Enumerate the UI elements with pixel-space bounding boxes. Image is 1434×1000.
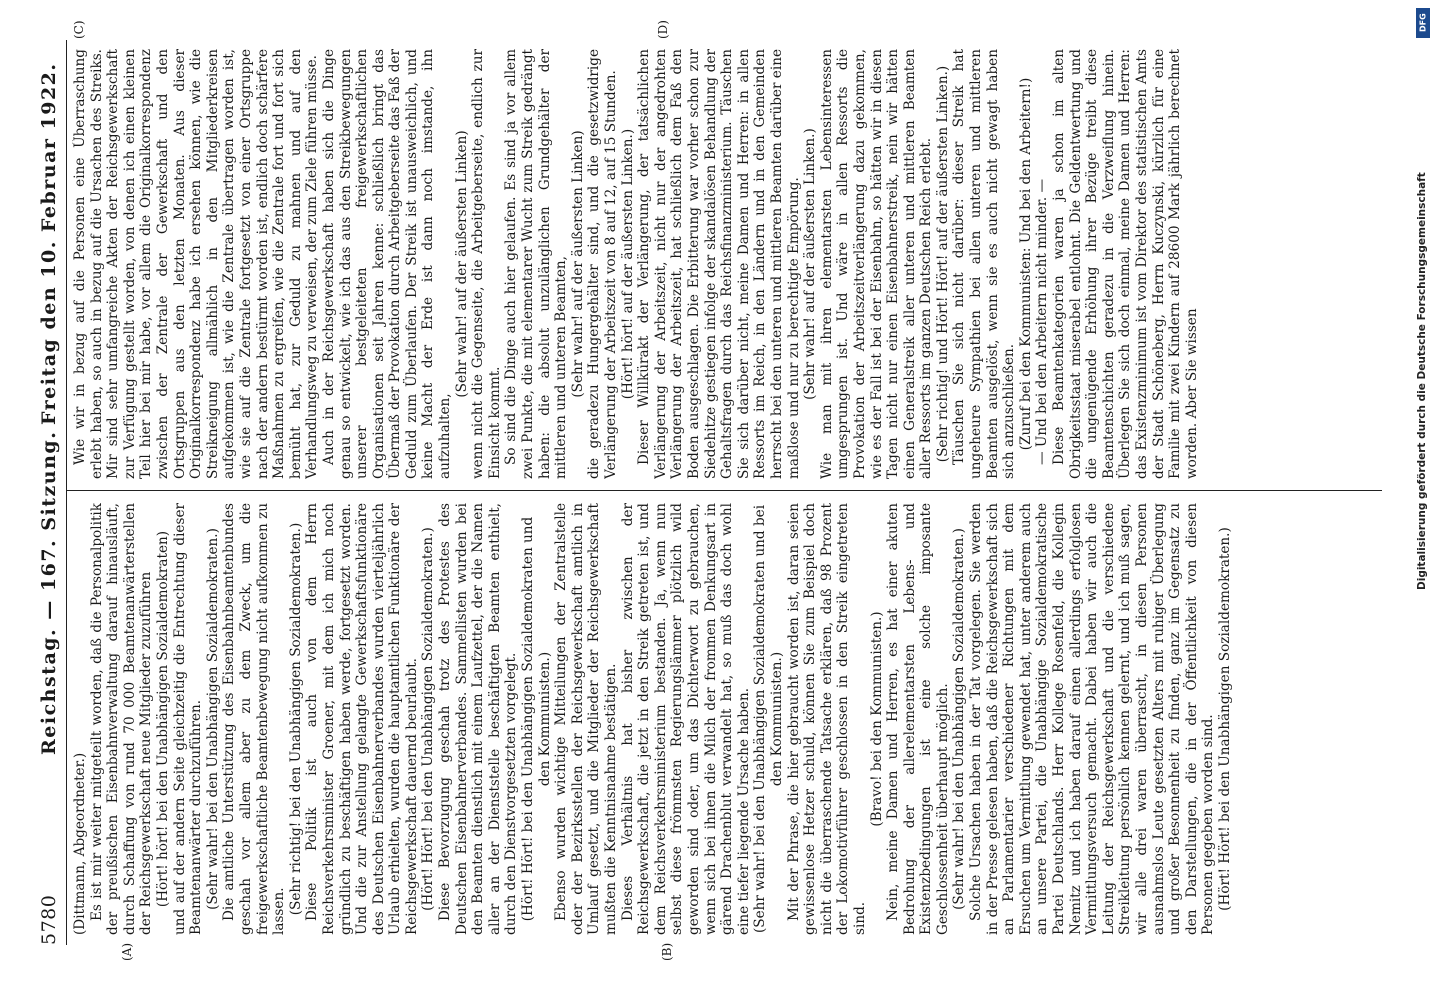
paragraph: Diese Beamtenkategorien waren ja schon im alten Obrigkeitsstaat miserabel entlohnt. Die Geldentwertung und die ungenügende Erhöhung ihrer Bezüge treibt diese Beamtenschichten geradezu in die Verzweiflung hinein. Überlegen Sie sich doch einmal, meine Damen und Herren: das Existenzminimum ist vom Direktor des statistischen Amts der Stadt Schöneberg, Herrn Kuczynski, kürzlich für eine Familie mit zwei Kindern auf 28600 Mark jährlich berechnet worden. Aber Sie wissen bbox=[1051, 49, 1200, 479]
margin-marker-d: (D) bbox=[656, 20, 670, 39]
interjection: (Hört! Hört! bei den Unabhängigen Sozialdemokraten.) bbox=[420, 527, 437, 911]
interjection: (Sehr wahr! auf der äußersten Linken) bbox=[569, 130, 586, 398]
interjection: (Sehr wahr! bei den Unabhängigen Sozialdemokraten.) bbox=[951, 528, 968, 910]
interjection: (Sehr richtig! und Hört! Hört! auf der äußersten Linken.) bbox=[934, 65, 951, 463]
paragraph: Ebenso wurden wichtige Mitteilungen der Zentralstelle oder der Bezirksstellen der Reichsgewerkschaft amtlich in Umlauf gesetzt, und die Mitglieder der Reichsgewerkschaft mußten die Kenntnisnahme bestätigen. bbox=[553, 503, 619, 935]
rotated-newspaper-page bbox=[20, 10, 1400, 975]
paragraph: Auch in der Reichsgewerkschaft haben sich die Dinge genau so entwickelt, wie ich das aus den Streikbewegungen unserer bestgeleiteten freigewerkschaftlichen Organisationen seit Jahren kenne: schließlich bringt das Übermaß der Provokation durch Arbeitgeberseite das Faß der Geduld zum Überlaufen. Der Streik ist unausweichlich, und keine Macht der Erde ist dann noch imstande, ihn aufzuhalten, bbox=[320, 49, 454, 479]
paragraph: Nein, meine Damen und Herren, es hat einer akuten Bedrohung der allerelementarsten Lebens- und Existenzbedingungen ist eine solche imposante Geschlossenheit überhaupt möglich. bbox=[885, 503, 951, 935]
paragraph: Täuschen Sie sich nicht darüber: dieser Streik hat ungeheure Sympathien bei allen unteren und mittleren Beamten ausgelöst, wenn sie es auch nicht gewagt haben sich anzuschließen. bbox=[951, 49, 1018, 479]
digitization-credit bbox=[1414, 0, 1434, 1000]
paragraph: die geradezu Hungergehälter sind, und die gesetzwidrige Verlängerung der Arbeitszeit von 8 auf 12, auf 15 Stunden. bbox=[586, 49, 619, 479]
credit-text: Digitalisierung gefördert durch die Deutsche Forschungsgemeinschaft bbox=[1416, 172, 1428, 590]
interjection: (Sehr wahr! bei den Unabhängigen Sozialdemokraten.) bbox=[204, 528, 221, 910]
paragraph: So sind die Dinge auch hier gelaufen. Es sind ja vor allem zwei Punkte, die mit elementarer Wucht zum Streik gedrängt haben: die absolut unzulänglichen Grundgehälter der mittleren und unteren Beamten, bbox=[503, 49, 570, 479]
paragraph: (Dittmann, Abgeordneter.) bbox=[72, 752, 88, 935]
page-header bbox=[32, 40, 66, 945]
header-date-title: Freitag den 10. Februar 1922. bbox=[38, 62, 60, 425]
interjection: (Hört! Hört! bei den Unabhängigen Sozialdemokraten und den Kommunisten.) bbox=[520, 516, 553, 922]
text-column-right bbox=[72, 49, 1386, 479]
paragraph: Solche Ursachen haben in der Tat vorgelegen. Sie werden in der Presse gelesen haben, daß die Reichsgewerkschaft sich an Parlamentarier verschiedener Richtungen mit dem Ersuchen um Vermittlung gewendet hat, unter anderem auch an unsere Partei, die Unabhängige Sozialdemokratische Partei Deutschlands. Herr Kollege Rosenfeld, die Kollegin Nemitz und ich haben darauf einen allerdings erfolglosen Vermittlungsversuch gemacht. Dabei haben wir auch die Leitung der Reichsgewerkschaft und die verschiedene Streikleitung persönlich kennen gelernt, und ich muß sagen, wir alle drei waren überrascht, in diesen Personen ausnahmslos Leute gesetzten Alters mit ruhiger Überlegung und großer Besonnenheit zu finden, ganz im Gegensatz zu den Darstellungen, die in der Öffentlichkeit von diesen Personen gegeben worden sind. bbox=[968, 503, 1217, 935]
paragraph: Es ist mir weiter mitgeteilt worden, daß die Personalpolitik der preußischen Eisenbahnverwaltung darauf hinausläuft, durch Schaffung von rund 70 000 Beamtenanwärterstellen der Reichsgewerkschaft neue Mitglieder zuzuführen bbox=[88, 503, 155, 935]
paragraph: Diese Politik ist auch von dem Herrn Reichsverkehrsminister Groener, mit dem ich mich noch gründlich zu beschäftigen haben werde, fortgesetzt worden. Und die zur Anstellung gelangte Gewerkschaftsfunktionäre des Deutschen Eisenbahnerverbandes wurden vierteljährlich Urlaub erhielten, wurden die hauptamtlichen Funktionäre der Reichsgewerkschaft dauernd beurlaubt. bbox=[304, 503, 420, 935]
interjection: (Hört! hört! auf der äußersten Linken.) bbox=[619, 128, 636, 400]
paragraph: wenn nicht die Gegenseite, die Arbeitgeberseite, endlich zur Einsicht kommt. bbox=[470, 49, 503, 479]
page-number: 5780 bbox=[38, 894, 60, 945]
scanned-page bbox=[20, 10, 1400, 975]
interjection: (Hört! Hört! bei den Unabhängigen Sozialdemokraten.) bbox=[1216, 527, 1233, 911]
interjection: (Zuruf bei den Kommunisten: Und bei den Arbeitern!) bbox=[1017, 77, 1034, 451]
margin-marker-a: (A) bbox=[120, 942, 134, 961]
margin-marker-c: (C) bbox=[72, 20, 86, 39]
paragraph: Diese Bevorzugung geschah trotz des Protestes des Deutschen Eisenbahnerverbandes. Sammellisten wurden bei den Beamten dienstlich mit einem Laufzettel, der die Namen aller an der Dienststelle beschäftigten Beamten enthielt, durch den Dienstvorgesetzten vorgelegt. bbox=[437, 503, 520, 935]
interjection: (Sehr wahr! bei den Unabhängigen Sozialdemokraten und bei den Kommunisten.) bbox=[752, 504, 785, 934]
paragraph: Die amtliche Unterstützung des Eisenbahnbeamtenbundes geschah vor allem aber zu dem Zweck, um die freigewerkschaftliche Beamtenbewegung nicht aufkommen zu lassen. bbox=[221, 503, 288, 935]
paragraph: Wie wir in bezug auf die Personen eine Überraschung erlebt haben, so auch in bezug auf die Ursachen des Streiks. Mir sind sehr umfangreiche Akten der Reichsgewerkschaft zur Verfügung gestellt worden, von denen ich einen kleinen Teil hier bei mir habe, vor allem die Originalkorrespondenz zwischen der Zentrale der Gewerkschaft und den Ortsgruppen aus den letzten Monaten. Aus dieser Originalkorrespondenz habe ich ersehen können, wie die Streikneigung allmählich in den Mitgliederkreisen aufgekommen ist, wie die Zentrale übertragen worden ist, wie sie auf die Zentrale fortgesetzt von einer Ortsgruppe nach der andern bestürmt worden ist, endlich doch schärfere Maßnahmen zu ergreifen, wie die Zentrale fort und fort sich bemüht hat, zur Geduld zu mahnen und auf den Verhandlungsweg zu verweisen, der zum Ziele führen müsse. bbox=[72, 49, 321, 479]
dfg-logo: DFG bbox=[1416, 8, 1430, 38]
interjection: (Bravo! bei den Kommunisten.) bbox=[868, 611, 885, 827]
paragraph: Wie man mit ihren elementarsten Lebensinteressen umgesprungen ist. Und wäre in allen Ressorts die Provokation der Arbeitszeitverlängerung dazu gekommen, wie es der Fall ist bei der Eisenbahn, so hätten wir in diesen Tagen nicht nur einen Eisenbahnerstreik, nein wir hätten einen Generalstreik aller unteren und mittleren Beamten aller Ressorts im ganzen Deutschen Reich erlebt. bbox=[818, 49, 935, 479]
header-rule bbox=[66, 40, 67, 945]
paragraph: und auf der andern Seite gleichzeitig die Entrechtung dieser Beamtenanwärter durchzuführen. bbox=[171, 503, 205, 935]
header-session-title: Reichstag. — 167. Sitzung. bbox=[38, 430, 60, 755]
margin-marker-b: (B) bbox=[660, 942, 674, 961]
paragraph: Mit der Phrase, die hier gebraucht worden ist, daran seien gewissenlose Hetzer schuld, können Sie zum Beispiel doch nicht die überraschende Tatsache erklären, daß 98 Prozent der Lokomotivführer geschlossen in den Streik eingetreten sind. bbox=[785, 503, 868, 935]
paragraph: Dieses Verhältnis hat bisher zwischen der Reichsgewerkschaft, die jetzt in den Streik getreten ist, und dem Reichsverkehrsministerium bestanden. Ja, wenn nun selbst diese frömmsten Regierungslämmer plötzlich wild geworden sind oder, um das Dichterwort zu gebrauchen, wenn sich bei ihnen die Milch der frommen Denkungsart in gärend Drachenblut verwandelt hat, so muß das doch wohl eine tiefer liegende Ursache haben. bbox=[619, 503, 752, 935]
interjection: (Sehr wahr! auf der äußersten Linken) bbox=[453, 130, 470, 398]
paragraph: Dieser Willkürakt der Verlängerung, der tatsächlichen Verlängerung der Arbeitszeit, nicht nur der angedrohten Verlängerung der Arbeitszeit, hat schließlich dem Faß den Boden ausgeschlagen. Die Erbitterung war vorher schon zur Siedehitze gestiegen infolge der skandalösen Behandlung der Gehaltsfragen durch das Reichsfinanzministerium. Täuschen Sie sich darüber nicht, meine Damen und Herren: in allen Ressorts im Reich, in den Ländern und in den Gemeinden herrscht bei den unteren und mittleren Beamten darüber eine maßlose und nur zu berechtigte Empörung. bbox=[636, 49, 802, 479]
text-column-left bbox=[72, 503, 1386, 935]
column-divider bbox=[66, 490, 1382, 491]
interjection: (Hört! hört! bei den Unabhängigen Sozialdemokraten) bbox=[154, 530, 171, 908]
paragraph: — Und bei den Arbeitern nicht minder. — bbox=[1034, 178, 1051, 465]
interjection: (Sehr richtig! bei den Unabhängigen Sozialdemokraten.) bbox=[287, 522, 304, 916]
interjection: (Sehr wahr! auf der äußersten Linken.) bbox=[802, 128, 819, 400]
